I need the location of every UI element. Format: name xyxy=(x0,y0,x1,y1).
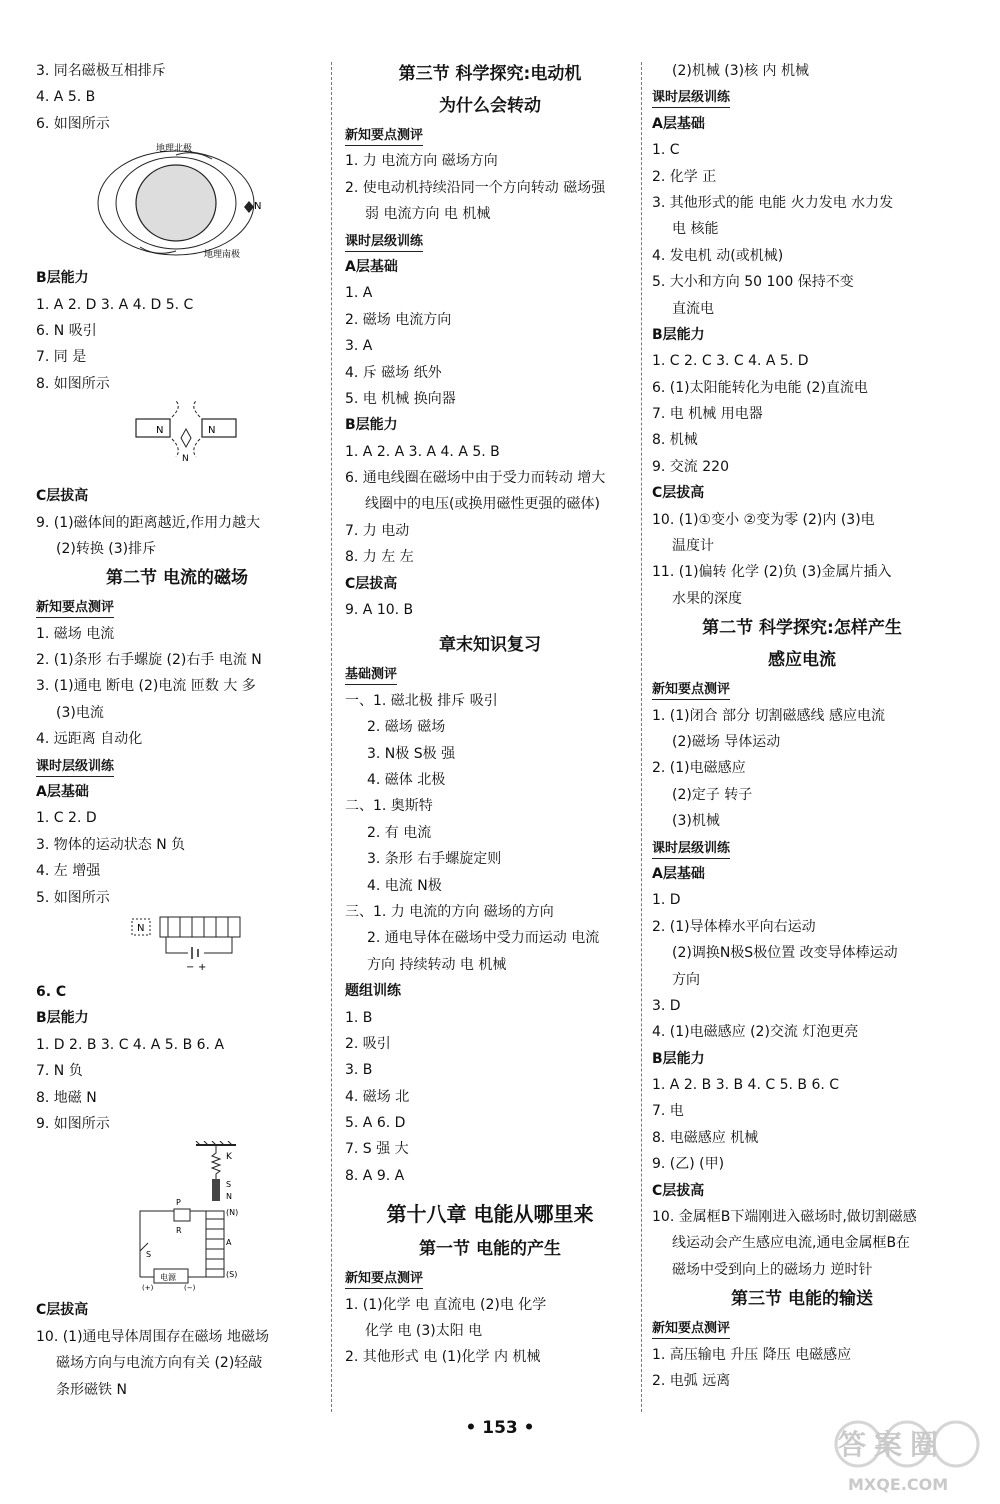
answer-line: 7. N 负 xyxy=(36,1063,83,1080)
answer-line: 温度计 xyxy=(672,538,714,555)
section-title-cont: 为什么会转动 xyxy=(439,96,541,116)
fig3-minus: − xyxy=(186,961,195,973)
answer-line: (2)定子 转子 xyxy=(672,786,753,803)
answer-line: 三、1. 力 电流的方向 磁场的方向 xyxy=(345,903,554,920)
answer-line: 4. 电流 N极 xyxy=(367,877,442,894)
answer-line: 8. 机械 xyxy=(652,432,698,449)
answer-line: 2. (1)导体棒水平向右运动 xyxy=(652,918,816,935)
fig2-right-n: N xyxy=(208,425,216,437)
answer-line: 4. 磁体 北极 xyxy=(367,771,446,788)
level-heading: B层能力 xyxy=(652,326,705,343)
answer-line: 5. 大小和方向 50 100 保持不变 xyxy=(652,274,854,291)
section-tag: 课时层级训练 xyxy=(652,89,730,108)
fig2-needle-n: N xyxy=(182,454,189,465)
answer-line: 8. 电磁感应 机械 xyxy=(652,1129,759,1146)
answer-line: 4. 左 增强 xyxy=(36,863,101,880)
answer-line: 6. N 吸引 xyxy=(36,322,97,339)
level-heading: A层基础 xyxy=(652,865,705,882)
answer-line: 1. C 2. D xyxy=(36,810,97,827)
answer-line: 5. 如图所示 xyxy=(36,889,110,906)
answer-line: (2)转换 (3)排斥 xyxy=(56,540,157,557)
answer-line: 3. B xyxy=(345,1062,373,1079)
fig4-ps: (S) xyxy=(226,1270,238,1280)
section-title: 第三节 科学探究:电动机 xyxy=(398,64,582,84)
answer-line: 7. 同 是 xyxy=(36,349,87,366)
answer-line: 6. 通电线圈在磁场中由于受力而转动 增大 xyxy=(345,470,606,487)
watermark-logo xyxy=(832,1408,982,1496)
answer-line: 9. 如图所示 xyxy=(36,1115,110,1132)
level-heading: A层基础 xyxy=(652,115,705,132)
answer-line: 4. A 5. B xyxy=(36,89,96,106)
fig1-pole: N xyxy=(254,201,262,213)
section-tag: 基础测评 xyxy=(345,666,397,685)
answer-line: 8. 如图所示 xyxy=(36,375,110,392)
section-tag: 新知要点测评 xyxy=(652,1320,730,1339)
level-heading: A层基础 xyxy=(345,258,398,275)
section-title: 第二节 电流的磁场 xyxy=(106,568,248,589)
answer-line: 1. A xyxy=(345,285,373,302)
answer-line: 方向 xyxy=(672,971,700,988)
fig2-left-n: N xyxy=(156,425,164,437)
answer-line: 9. A 10. B xyxy=(345,602,414,619)
answer-line: 化学 电 (3)太阳 电 xyxy=(365,1323,483,1340)
answer-line: 磁场方向与电流方向有关 (2)轻敲 xyxy=(56,1355,263,1372)
answer-line: 2. 有 电流 xyxy=(367,824,432,841)
section-tag: 新知要点测评 xyxy=(36,599,114,618)
column-divider-left xyxy=(331,62,332,1412)
answer-line: 8. 力 左 左 xyxy=(345,549,414,566)
column-3 xyxy=(652,58,952,1394)
answer-line: 9. (1)磁体间的距离越近,作用力越大 xyxy=(36,514,261,531)
answer-line: 1. 力 电流方向 磁场方向 xyxy=(345,153,498,170)
fig4-a: A xyxy=(226,1238,232,1248)
level-heading: 题组训练 xyxy=(345,983,401,1000)
answer-line: 1. A 2. B 3. B 4. C 5. B 6. C xyxy=(652,1077,840,1094)
answer-line: 1. 高压输电 升压 降压 电磁感应 xyxy=(652,1346,852,1363)
column-divider-right xyxy=(641,62,642,1412)
magnet-poles-figure xyxy=(36,401,318,477)
page-number: • 153 • xyxy=(465,1418,535,1438)
section-tag: 新知要点测评 xyxy=(652,681,730,700)
answer-line: 水果的深度 xyxy=(672,590,742,607)
answer-line: 7. 电 xyxy=(652,1103,684,1120)
fig4-pn: (N) xyxy=(226,1208,239,1218)
answer-line: 2. 使电动机持续沿同一个方向转动 磁场强 xyxy=(345,179,606,196)
fig4-n: N xyxy=(226,1192,232,1202)
answer-line: 2. (1)条形 右手螺旋 (2)右手 电流 N xyxy=(36,652,262,669)
answer-line: (3)机械 xyxy=(672,813,720,830)
column-2 xyxy=(345,58,635,1371)
answer-line: 1. (1)闭合 部分 切割磁感线 感应电流 xyxy=(652,707,885,724)
answer-line: 2. 磁场 电流方向 xyxy=(345,311,452,328)
answer-line: 2. (1)电磁感应 xyxy=(652,760,746,777)
section-title: 第三节 电能的输送 xyxy=(731,1289,873,1310)
answer-line: 3. 其他形式的能 电能 火力发电 水力发 xyxy=(652,194,894,211)
level-heading: B层能力 xyxy=(36,1010,89,1027)
answer-line: 3. 物体的运动状态 N 负 xyxy=(36,836,186,853)
fig4-plus: (+) xyxy=(142,1284,154,1292)
answer-line: 3. D xyxy=(652,997,681,1014)
section-tag: 课时层级训练 xyxy=(652,840,730,859)
answer-line: 磁场中受到向上的磁场力 逆时针 xyxy=(672,1261,873,1278)
fig4-r: R xyxy=(176,1226,182,1236)
section-tag: 新知要点测评 xyxy=(345,127,423,146)
answer-line: 线运动会产生感应电流,通电金属框B在 xyxy=(672,1235,911,1252)
section-tag: 课时层级训练 xyxy=(345,233,423,252)
answer-line: 5. A 6. D xyxy=(345,1115,406,1132)
earth-magnetic-field-figure xyxy=(36,141,318,259)
chapter-title: 第十八章 电能从哪里来 xyxy=(386,1202,594,1227)
answer-line: 6. (1)太阳能转化为电能 (2)直流电 xyxy=(652,379,868,396)
answer-line: 9. 交流 220 xyxy=(652,458,729,475)
fig1-top-label: 地理北极 xyxy=(156,144,193,155)
section-tag: 课时层级训练 xyxy=(36,758,114,777)
answer-line: 1. D 2. B 3. C 4. A 5. B 6. A xyxy=(36,1036,225,1053)
answer-line: 4. 斥 磁场 纸外 xyxy=(345,364,442,381)
answer-line: 电 核能 xyxy=(672,221,719,238)
answer-line: (2)调换N极S极位置 改变导体棒运动 xyxy=(672,945,898,962)
answer-line: 一、1. 磁北极 排斥 吸引 xyxy=(345,692,498,709)
level-heading: B层能力 xyxy=(36,270,89,287)
level-heading: B层能力 xyxy=(345,417,398,434)
column-1 xyxy=(36,58,318,1403)
section-title: 第一节 电能的产生 xyxy=(419,1239,561,1260)
answer-line: 2. 电弧 远离 xyxy=(652,1372,731,1389)
answer-line: 10. 金属框B下端刚进入磁场时,做切割磁感 xyxy=(652,1209,917,1226)
answer-line: 7. 力 电动 xyxy=(345,522,410,539)
answer-line: 2. 磁场 磁场 xyxy=(367,719,446,736)
section-title: 第二节 科学探究:怎样产生 xyxy=(702,618,902,639)
answer-line: 线圈中的电压(或换用磁性更强的磁体) xyxy=(365,496,600,513)
answer-line: 7. S 强 大 xyxy=(345,1141,409,1158)
answer-line: 6. C xyxy=(36,983,67,1000)
answer-line: 1. C xyxy=(652,142,680,159)
solenoid-figure xyxy=(36,915,318,973)
answer-line: 2. 通电导体在磁场中受力而运动 电流 xyxy=(367,930,600,947)
watermark-top: 答案圈 xyxy=(838,1428,947,1461)
section-title-cont: 感应电流 xyxy=(768,650,836,671)
answer-line: 2. 化学 正 xyxy=(652,168,717,185)
fig4-switch-s: S xyxy=(146,1250,152,1260)
answer-line: 3. 同名磁极互相排斥 xyxy=(36,63,166,79)
fig4-source: 电源 xyxy=(160,1273,176,1283)
answer-line: 二、1. 奥斯特 xyxy=(345,798,433,815)
answer-line: 9. (乙) (甲) xyxy=(652,1156,725,1173)
answer-line: 11. (1)偏转 化学 (2)负 (3)金属片插入 xyxy=(652,564,892,581)
fig3-plus: + xyxy=(198,961,207,973)
answer-line: 4. (1)电磁感应 (2)交流 灯泡更亮 xyxy=(652,1024,859,1041)
fig4-minus: (−) xyxy=(184,1284,196,1292)
level-heading: C层拔高 xyxy=(652,485,705,502)
answer-line: 3. N极 S极 强 xyxy=(367,745,456,762)
level-heading: C层拔高 xyxy=(36,1302,89,1319)
fig4-s: S xyxy=(226,1180,232,1190)
answer-line: 2. 吸引 xyxy=(345,1035,391,1052)
answer-line: 4. 远距离 自动化 xyxy=(36,731,143,748)
answer-line: (2)磁场 导体运动 xyxy=(672,733,781,750)
answer-line: 8. A 9. A xyxy=(345,1167,405,1184)
answer-line: 3. A xyxy=(345,338,373,355)
fig4-p: P xyxy=(176,1198,181,1208)
fig3-n: N xyxy=(137,922,145,934)
answer-line: 1. D xyxy=(652,892,681,909)
fig4-k: K xyxy=(226,1152,232,1163)
level-heading: C层拔高 xyxy=(345,575,398,592)
answer-line: 10. (1)通电导体周围存在磁场 地磁场 xyxy=(36,1328,269,1345)
answer-line: (3)电流 xyxy=(56,704,104,721)
fig1-bottom-label: 地理南极 xyxy=(204,250,241,260)
answer-line: 7. 电 机械 用电器 xyxy=(652,406,763,423)
answer-line: 直流电 xyxy=(672,300,714,317)
answer-line: 3. (1)通电 断电 (2)电流 匝数 大 多 xyxy=(36,678,256,695)
answer-line: 4. 发电机 动(或机械) xyxy=(652,247,784,264)
level-heading: A层基础 xyxy=(36,784,89,801)
electromagnet-circuit-figure xyxy=(36,1141,318,1291)
watermark-bottom: MXQE.COM xyxy=(848,1475,949,1494)
answer-line: 2. 其他形式 电 (1)化学 内 机械 xyxy=(345,1349,541,1366)
answer-line: (2)机械 (3)核 内 机械 xyxy=(672,63,810,79)
section-tag: 新知要点测评 xyxy=(345,1270,423,1289)
answer-line: 8. 地磁 N xyxy=(36,1089,97,1106)
answer-line: 1. A 2. A 3. A 4. A 5. B xyxy=(345,443,500,460)
section-title: 章末知识复习 xyxy=(439,635,541,656)
answer-line: 3. 条形 右手螺旋定则 xyxy=(367,851,502,868)
answer-line: 1. (1)化学 电 直流电 (2)电 化学 xyxy=(345,1296,547,1313)
answer-line: 1. 磁场 电流 xyxy=(36,625,115,642)
level-heading: C层拔高 xyxy=(652,1182,705,1199)
answer-line: 10. (1)①变小 ②变为零 (2)内 (3)电 xyxy=(652,511,875,528)
answer-line: 1. B xyxy=(345,1009,373,1026)
answer-line: 方向 持续转动 电 机械 xyxy=(367,956,507,973)
answer-line: 1. A 2. D 3. A 4. D 5. C xyxy=(36,296,194,313)
level-heading: C层拔高 xyxy=(36,488,89,505)
answer-line: 6. 如图所示 xyxy=(36,115,110,132)
answer-line: 弱 电流方向 电 机械 xyxy=(365,206,491,223)
answer-line: 4. 磁场 北 xyxy=(345,1088,410,1105)
answer-line: 条形磁铁 N xyxy=(56,1381,127,1398)
answer-line: 5. 电 机械 换向器 xyxy=(345,390,456,407)
answer-line: 1. C 2. C 3. C 4. A 5. D xyxy=(652,353,809,370)
level-heading: B层能力 xyxy=(652,1050,705,1067)
